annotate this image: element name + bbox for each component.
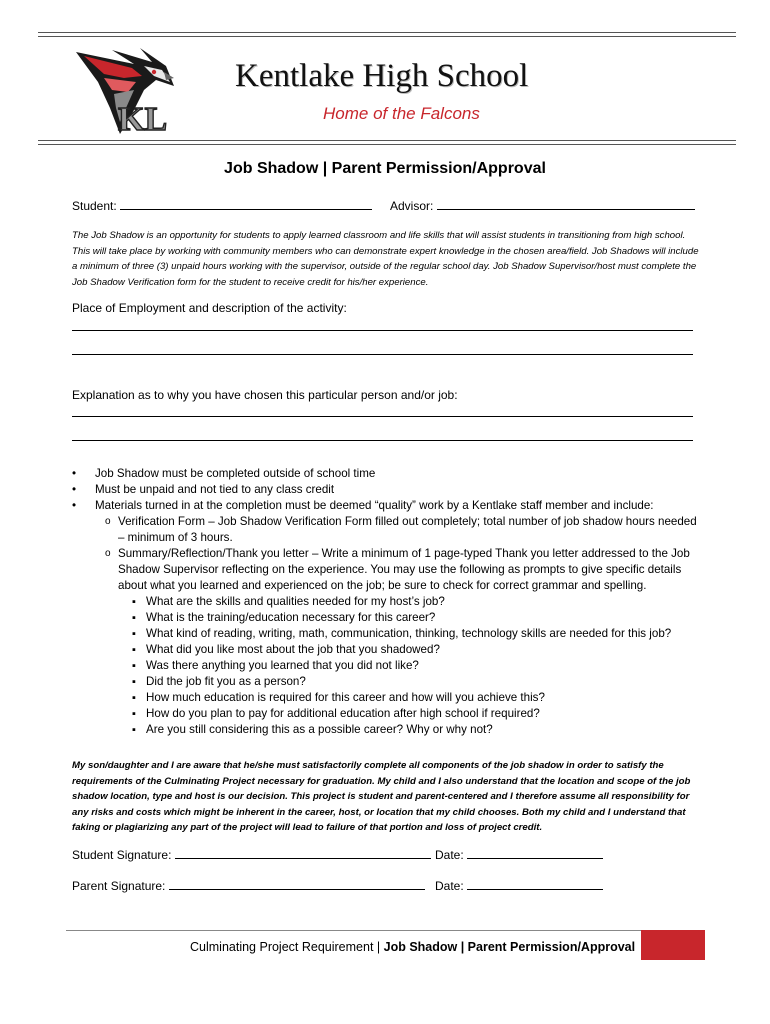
parent-signature-label: Parent Signature: (72, 879, 166, 893)
school-motto: Home of the Falcons (323, 104, 480, 123)
student-input-line[interactable] (120, 197, 372, 210)
list-item: ▪ What did you like most about the job that you shadowed? (72, 642, 702, 658)
place-answer-line-2[interactable] (72, 354, 693, 355)
advisor-field[interactable] (390, 197, 695, 213)
list-item: ▪ How much education is required for this career and how will you achieve this? (72, 690, 702, 706)
student-field[interactable] (72, 197, 372, 213)
agreement-paragraph: My son/daughter and I are aware that he/she must satisfactorily complete all components of the job shadow in order to satisfy the requirements of the Culminating Project necessary for graduation. My child and I also understand that the location and scope of the job shadow location, type and host is our decision. This project is student and parent-centered and I therefore assume all responsibility for any risks and costs which might be inherent in the career, host, or location that my child chooses. Both my child and I understand that faking or plagiarizing any part of the project will lead to failure of that portion and loss of project credit. (72, 760, 691, 834)
student-date-line[interactable] (467, 846, 603, 859)
place-of-employment-label: Place of Employment and description of the activity: (72, 301, 347, 315)
list-item: • Must be unpaid and not tied to any class credit (72, 482, 702, 498)
list-item: o Verification Form – Job Shadow Verification Form filled out completely; total number of job shadow hours needed – minimum of 3 hours. (72, 514, 702, 546)
list-item: ▪ Are you still considering this as a possible career? Why or why not? (72, 722, 702, 738)
falcon-logo-icon (74, 46, 178, 140)
list-item: ▪ What are the skills and qualities needed for my host’s job? (72, 594, 702, 610)
page-title: Job Shadow | Parent Permission/Approval (224, 160, 546, 177)
advisor-label: Advisor: (390, 199, 434, 213)
list-item: ▪ Was there anything you learned that you did not like? (72, 658, 702, 674)
parent-signature-field[interactable] (72, 877, 425, 893)
header-top-rule (38, 32, 736, 37)
parent-signature-line[interactable] (169, 877, 425, 890)
parent-date-label: Date: (435, 879, 464, 893)
logo-lettering: KL (118, 101, 168, 138)
footer-title: Job Shadow | Parent Permission/Approval (383, 940, 636, 954)
list-item: ▪ What kind of reading, writing, math, communication, thinking, technology skills are needed for this job? (72, 626, 702, 642)
student-signature-field[interactable] (72, 846, 431, 862)
list-item: • Job Shadow must be completed outside of school time (72, 466, 702, 482)
student-signature-label: Student Signature: (72, 848, 172, 862)
parent-date-line[interactable] (467, 877, 603, 890)
explanation-answer-line-2[interactable] (72, 440, 693, 441)
student-label: Student: (72, 199, 117, 213)
student-signature-line[interactable] (175, 846, 431, 859)
advisor-input-line[interactable] (437, 197, 695, 210)
header-bottom-rule (38, 140, 736, 145)
explanation-label: Explanation as to why you have chosen this particular person and/or job: (72, 388, 458, 402)
footer-accent-block (641, 930, 705, 960)
student-date-label: Date: (435, 848, 464, 862)
list-item: ▪ What is the training/education necessary for this career? (72, 610, 702, 626)
footer-text (190, 940, 635, 954)
student-date-field[interactable] (435, 846, 603, 862)
list-item: ▪ Did the job fit you as a person? (72, 674, 702, 690)
list-item: ▪ How do you plan to pay for additional education after high school if required? (72, 706, 702, 722)
place-answer-line-1[interactable] (72, 330, 693, 331)
intro-paragraph: The Job Shadow is an opportunity for students to apply learned classroom and life skills that will assist students in transitioning from high school. This will take place by working with community members who can demonstrate expert knowledge in the chosen area/field. Job Shadows will include a minimum of three (3) unpaid hours working with the supervisor, outside of the regular school day. Job Shadow Supervisor/host must complete the Job Shadow Verification form for the student to receive credit for his/her experience. (72, 230, 699, 288)
footer-rule (66, 930, 641, 931)
school-name: Kentlake High School (235, 58, 529, 94)
list-item: o Summary/Reflection/Thank you letter – Write a minimum of 1 page-typed Thank you letter addressed to the Job Shadow Supervisor reflecting on the experience. You may use the following as prompts to give specific details about what you learned and experienced on the job; be sure to check for correct grammar and spelling. (72, 546, 702, 594)
parent-date-field[interactable] (435, 877, 603, 893)
requirements-list (72, 466, 702, 738)
footer-prefix: Culminating Project Requirement | (190, 940, 384, 954)
explanation-answer-line-1[interactable] (72, 416, 693, 417)
list-item: • Materials turned in at the completion must be deemed “quality” work by a Kentlake staff member and include: (72, 498, 702, 514)
